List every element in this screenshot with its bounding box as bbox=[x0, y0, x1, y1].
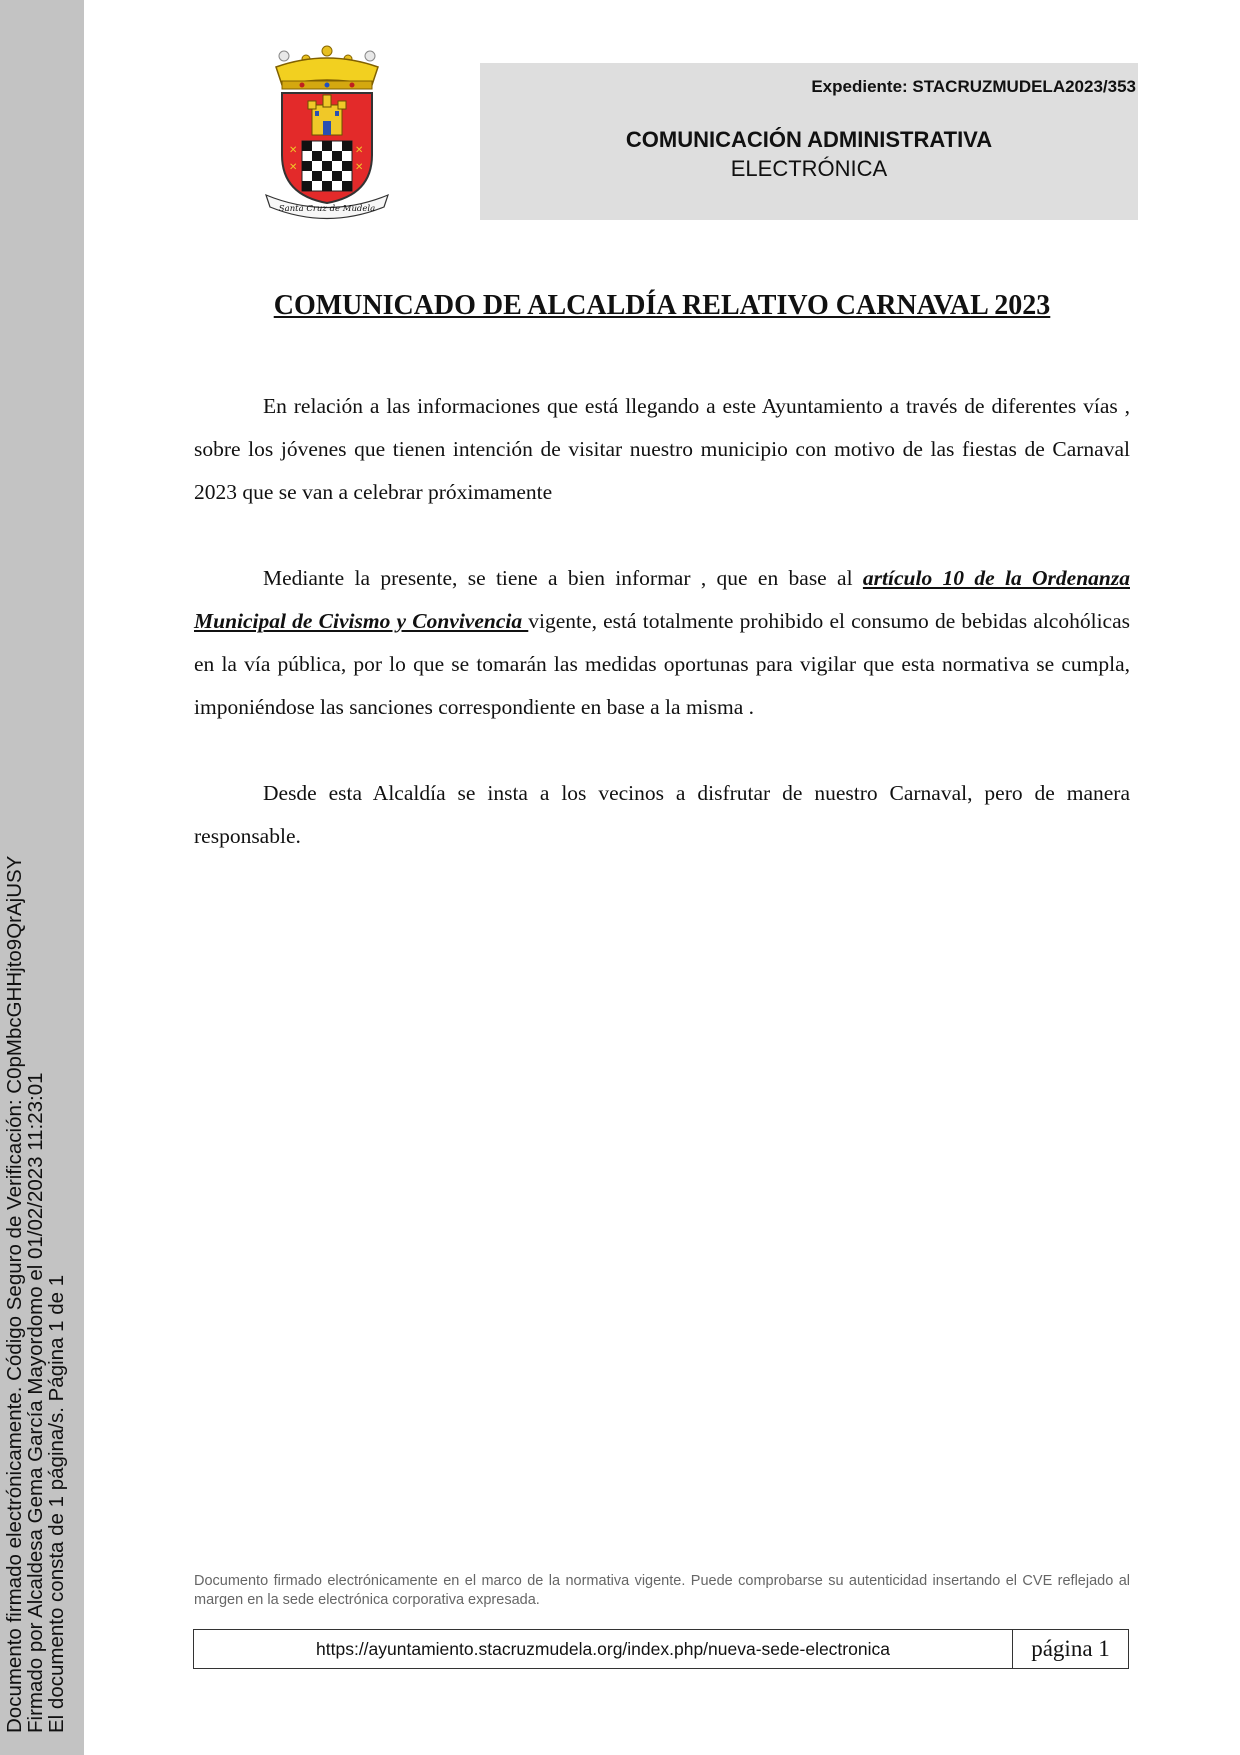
paragraph-2-intro: Mediante la presente, se tiene a bien informar , que en base al bbox=[263, 566, 863, 590]
paragraph-1: En relación a las informaciones que está llegando a este Ayuntamiento a través de diferentes vías , sobre los jóvenes que tienen intención de visitar nuestro municipio con motivo de las fiestas de Carnaval 2023 que se van a celebrar próximamente bbox=[194, 394, 1130, 504]
signature-line-3: El documento consta de 1 página/s. Página 1 de 1 bbox=[45, 1274, 68, 1733]
communication-subtitle: ELECTRÓNICA bbox=[730, 156, 888, 181]
ordinance-reference: artículo 10 de la Ordenanza Municipal de Civismo y Convivencia bbox=[194, 566, 1130, 633]
crown-icon bbox=[276, 46, 378, 89]
shield-icon bbox=[282, 93, 372, 203]
header-box bbox=[480, 63, 1138, 220]
footer-box bbox=[193, 1629, 1129, 1669]
footer-note: Documento firmado electrónicamente en el marco de la normativa vigente. Puede comprobarse su autenticidad insertando el CVE reflejado al margen en la sede electrónica corporativa expresada. bbox=[194, 1573, 1130, 1608]
document-title: COMUNICADO DE ALCALDÍA RELATIVO CARNAVAL 2023 bbox=[273, 290, 1051, 321]
paragraph-2 bbox=[194, 557, 1130, 729]
svg-text:✕: ✕ bbox=[355, 145, 364, 156]
signature-text bbox=[0, 833, 84, 1733]
paragraph-2-rest: vigente, está totalmente prohibido el consumo de bebidas alcohólicas en la vía pública, por lo que se tomarán las medidas oportunas para vigilar que esta normativa se cumpla, imponiéndose las sanciones correspondiente en base a la misma . bbox=[194, 609, 1130, 719]
svg-text:✕: ✕ bbox=[355, 162, 364, 173]
signature-line-1: Documento firmado electrónicamente. Código Seguro de Verificación: C0pMbcGHHjto9QrAjUSY bbox=[3, 855, 26, 1733]
svg-text:✕: ✕ bbox=[289, 162, 298, 173]
expediente-number: Expediente: STACRUZMUDELA2023/353 bbox=[811, 77, 1136, 96]
svg-text:Santa Cruz de Mudela: Santa Cruz de Mudela bbox=[278, 204, 376, 214]
signature-line-2: Firmado por Alcaldesa Gema García Mayordomo el 01/02/2023 11:23:01 bbox=[24, 1072, 47, 1733]
document-body bbox=[194, 385, 1130, 901]
paragraph-3: Desde esta Alcaldía se insta a los vecinos a disfrutar de nuestro Carnaval, pero de manera responsable. bbox=[194, 781, 1130, 848]
municipal-crest-logo bbox=[262, 45, 392, 220]
sede-electronica-link[interactable]: https://ayuntamiento.stacruzmudela.org/index.php/nueva-sede-electronica bbox=[194, 1630, 1013, 1668]
page-number: página 1 bbox=[1031, 1636, 1110, 1661]
communication-title: COMUNICACIÓN ADMINISTRATIVA bbox=[625, 127, 993, 152]
svg-text:✕: ✕ bbox=[289, 145, 298, 156]
signature-margin bbox=[0, 0, 84, 1755]
